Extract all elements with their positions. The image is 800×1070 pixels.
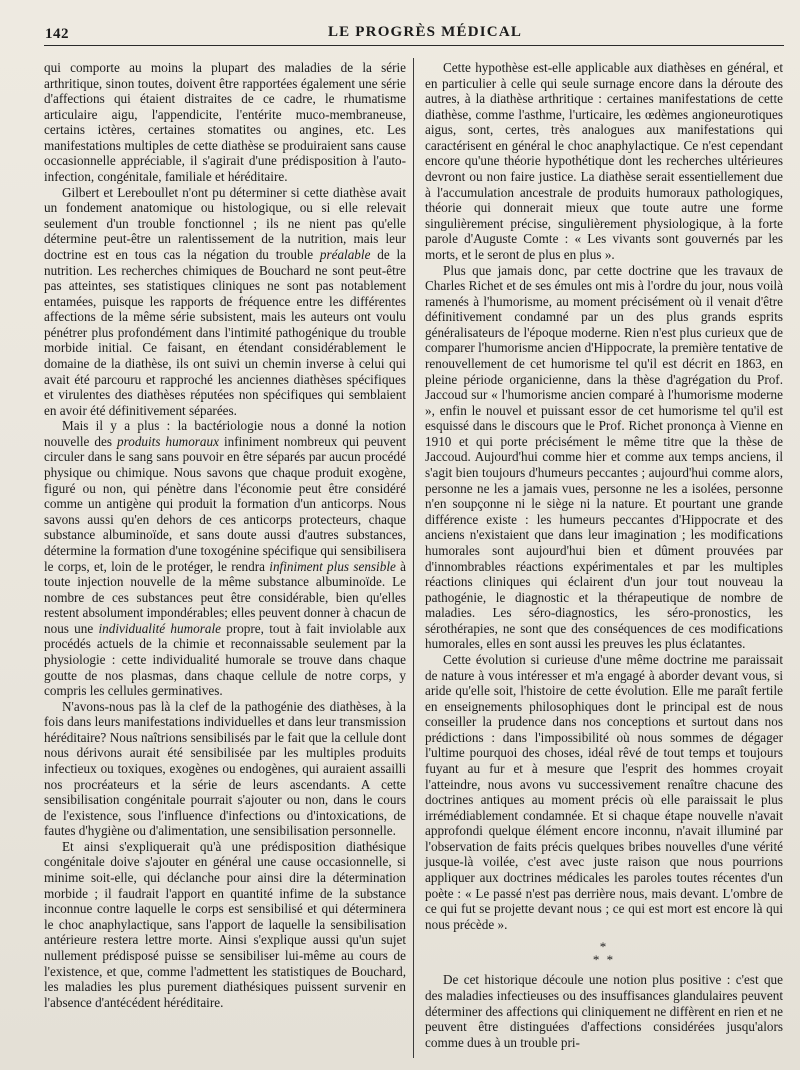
text-run: Mais il y a plus : la bactériologie nous a donné la notion nouvelle des [44,418,406,449]
asterism-bottom: * * [592,952,616,968]
paragraph: Plus que jamais donc, par cette doctrine que les travaux de Charles Richet et de ses émules ont mis à l'ordre du jour, nous voilà ramenés à l'humorisme, au moment précisément où il venait d'être définitivement condamné par un des plus grands esprits généralisateurs de l'époque moderne. Rien n'est plus curieux que de comparer l'humorisme ancien d'Hippocrate, la première tentative de renouvellement de cet humorisme tel qu'il est décrit en 1863, en pleine période organicienne, dans la thèse d'agrégation du Prof. Jaccoud sur « l'humorisme ancien comparé à l'humorisme moderne », enfin le nouvel et puissant essor de cet humorisme tel qu'il est esquissé dans le discours que le Prof. Richet prononça à Vienne en 1910 et qui porte précisément le même titre que la thèse de Jaccoud. Aujourd'hui comme hier et comme aux temps anciens, il s'agit bien toujours d'humeurs peccantes ; aujourd'hui comme alors, personne ne les a jamais vues, personne ne les a isolées, personne n'en soupçonne ni le siège ni la nature. Et pourtant une grande différence existe : les humeurs peccantes d'Hippocrate et des anciens n'existaient que dans leur imagination ; les modifications humorales sont aujourd'hui bien et dûment prouvées par d'innombrables réactions expérimentales et par les multiples réactions cliniques qui éclairent d'un jour tout nouveau la pathogénie, le diagnostic et la thérapeutique de nombre de maladies. Les séro-diagnostics, les séro-pronostics, les sérothérapies, ne sont que des conséquences de ces modifications humorales, elles en sont aussi les preuves les plus éclatantes. [425,262,783,652]
left-column [44,60,406,1010]
paragraph [44,418,406,698]
paragraph: qui comporte au moins la plupart des maladies de la série arthritique, sinon toutes, doivent être rapportées également une série d'affections qui étaient distraites de ce cadre, le rhumatisme articulaire aigu, l'appendicite, l'entérite muco-membraneuse, certains ictères, certaines stomatites ou angines, etc. Les manifestations multiples de cette diathèse se produiraient sans cause occasionnelle appréciable, il s'agirait d'une prédisposition à l'auto-infection, congénitale, familiale et héréditaire. [44,60,406,185]
italic-text: infiniment plus sensible [269,558,396,574]
asterism-top: * [599,939,609,955]
text-run: Gilbert et Lereboullet n'ont pu déterminer si cette diathèse avait un fondement anatomique ou histologique, ou si elle relevait seulement d'un trouble fonctionnel ; ils ne nient pas qu'elle détermine peut-être un ralentissement de la nutrition, mais leur doctrine est en tous cas la négation du trouble [44,184,406,262]
italic-text: préalable [319,246,371,262]
text-run: de la nutrition. Les recherches chimiques de Bouchard ne sont peut-être pas atteintes, ses statistiques cliniques ne sont pas notablement entamées, puisque les rapports de fréquence entre les différentes affections de la même série subsistent, mais les auteurs ont voulu pénétrer plus profondément dans l'intimité pathogénique du trouble morbide initial. Ce faisant, en étendant considérablement le domaine de la diathèse, ils ont suivi un chemin inverse à celui qui avait été parcouru et rapproché les anciennes diathèses spécifiques et virulentes des diathèses réputées non spécifiques qui semblaient en avoir été définitivement séparées. [44,246,407,418]
section-break-asterism [425,940,783,966]
paragraph: Cette évolution si curieuse d'une même doctrine me paraissait de nature à vous intéresser et m'a engagé à aborder devant vous, si aride qu'elle soit, l'histoire de cette évolution. Elle me paraît fertile en enseignements philosophiques dont le principal est de nous conseiller la prudence dans nos conceptions et surtout dans nos prédictions : dans l'impossibilité où nous sommes de dégager l'ultime pourquoi des choses, idéal rêvé de tout temps et toujours fuyant au fur et à mesure que l'esprit des hommes croyait l'atteindre, nous avons vu successivement renaître chacune des doctrines antiques au moment précis où elle paraissait le plus irrémédiablement condamnée. Et si chaque étape nouvelle n'avait approfondi quelque élément encore inconnu, n'avait illuminé par l'observation de faits précis quelques bribes nouvelles d'une vérité jusque-là voilée, c'est avec juste raison que nous pourrions appliquer aux doctrines médicales les paroles toutes récentes d'un poète : « Le passé n'est pas derrière nous, mais devant. L'ombre de ce qui fut se projette devant nous ; ce qui est mort est encore là qui nous précède ». [425,651,783,932]
header-rule [44,45,784,46]
right-column [425,60,783,1050]
page-number: 142 [45,26,69,42]
paragraph: N'avons-nous pas là la clef de la pathogénie des diathèses, à la fois dans leurs manifestations individuelles et dans leur transmission héréditaire? Nous naîtrions sensibilisés par le fait que la cellule dont nous dérivons aurait été sensibilisée par les multiples produits infectieux ou toxiques, exogènes ou endogènes, qui auraient assailli nos procréateurs et la série de leurs ascendants. A cette sensibilisation congénitale pourrait s'ajouter ou non, dans le cours de l'existence, sous l'influence d'infections ou d'intoxications, de fautes d'hygiène ou d'alimentation, une sensibilisation personnelle. [44,698,406,839]
paragraph: Cette hypothèse est-elle applicable aux diathèses en général, et en particulier à celle qui seule surnage encore dans la déroute des autres, à la diathèse arthritique : certaines manifestations de cette diathèse, comme l'asthme, l'urticaire, les œdèmes angioneurotiques aigus, sont, certes, très analogues aux manifestations qui caractérisent en général le choc anaphylactique. Ce n'est cependant encore qu'une théorie hypothétique dont les recherches ultérieures devront ou non faire justice. La diathèse serait essentiellement due à l'accumulation ancestrale de produits humoraux pathologiques, théorie qui donnerait mieux que toute autre une forme singulièrement précise, singulièrement physiologique, à la forte parole d'Auguste Comte : « Les vivants sont gouvernés par les morts, et le seront de plus en plus ». [425,60,783,262]
text-run: à toute injection nouvelle de la même substance albuminoïde. Le nombre de ces substances peut être considérable, bien qu'elles restent absolument impondérables; elles peuvent donner à chacun de nous une [44,558,406,636]
column-divider [413,58,414,1058]
running-title: LE PROGRÈS MÉDICAL [327,24,523,40]
italic-text: produits humoraux [117,433,219,449]
text-run: propre, tout à fait inviolable aux procédés actuels de la chimie et reconnaissable seulement par la physiologie : cette individualité humorale se trouve dans chaque goutte de nos plasmas, dans chaque cellule de notre corps, y compris les cellules germinatives. [44,620,406,699]
paragraph [44,185,406,419]
italic-text: individualité humorale [98,620,221,636]
paragraph: Et ainsi s'expliquerait qu'à une prédisposition diathésique congénitale doive s'ajouter en général une cause occasionnelle, si minime soit-elle, qui déclanche pour ainsi dire la détermination morbide ; il faudrait l'apport en quantité infime de la substance inconnue contre laquelle le corps est sensibilisé et qui déterminera le choc anaphylactique, sans l'apport de laquelle la sensibilisation antérieure restera lettre morte. Ainsi s'explique aussi qu'un sujet nullement prédisposé puisse se sensibiliser lui-même au cours de l'existence, et que, comme l'admettent les statistiques de Bouchard, les maladies les plus purement diathésiques puissent survenir en l'absence d'antécédent héréditaire. [44,838,406,1010]
paragraph: De cet historique découle une notion plus positive : c'est que des maladies infectieuses ou des insuffisances glandulaires peuvent déterminer des affections qui cliniquement ne diffèrent en rien et ne peuvent être distinguées d'affections considérées jusqu'alors comme dues à un trouble pri- [425,972,783,1050]
text-run: infiniment nombreux qui peuvent circuler dans le sang sans pouvoir en être séparés par aucun procédé physique ou chimique. Nous savons que chaque produit exogène, figuré ou non, qui pénètre dans l'économie peut être considéré comme un antigène qui produit la formation d'un anticorps. Nous savons aussi qu'en dehors de ces anticorps protecteurs, chaque substance albuminoïde, et sans doute aussi d'autres substances, détermine la formation d'une toxogénine spécifique qui sensibilisera le corps, et, loin de le protéger, le rendra [44,433,406,574]
